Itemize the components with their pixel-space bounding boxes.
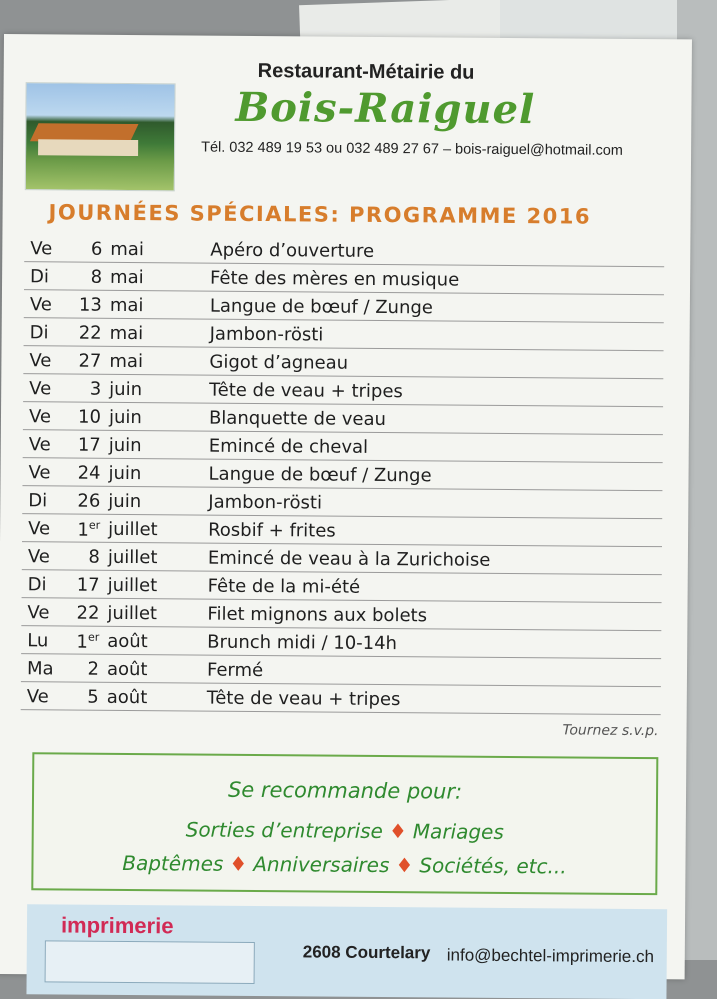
schedule-date	[65, 686, 99, 707]
turn-over-note: Tournez s.v.p.	[562, 722, 659, 740]
photo-house	[38, 139, 138, 156]
schedule-month: août	[107, 630, 148, 653]
schedule-date-number: 22	[78, 322, 102, 344]
schedule-date-number: 17	[76, 574, 100, 596]
diamond-separator: ♦	[388, 819, 407, 844]
schedule-row	[21, 682, 661, 715]
schedule-day: Ve	[30, 238, 53, 260]
schedule-day: Di	[28, 490, 48, 512]
schedule-event: Apéro d’ouverture	[210, 239, 375, 262]
schedule-month: août	[106, 658, 148, 681]
schedule-month: mai	[110, 266, 144, 289]
schedule-event: Brunch midi / 10-14h	[207, 631, 398, 655]
schedule-date-number: 1	[76, 631, 89, 653]
schedule-date-number: 1	[77, 519, 89, 541]
schedule-date	[67, 435, 101, 456]
schedule-date-suffix: er	[88, 518, 101, 532]
schedule-date-number: 26	[77, 490, 101, 512]
reco-item: Mariages	[412, 819, 504, 844]
schedule-month: mai	[109, 350, 144, 373]
printer-footer	[26, 904, 667, 999]
header-title-line: Restaurant-Métairie du	[257, 59, 475, 84]
schedule-month: juillet	[108, 518, 158, 541]
schedule-event: Jambon-rösti	[208, 491, 323, 514]
schedule-month: juin	[108, 434, 142, 457]
reco-item: Sorties d’entreprise	[185, 817, 384, 844]
schedule-event: Blanquette de veau	[208, 407, 387, 431]
schedule-month: juin	[108, 490, 142, 513]
reco-item: Sociétés, etc...	[419, 853, 567, 879]
schedule-table	[21, 234, 665, 715]
schedule-day: Ve	[29, 378, 52, 400]
reco-item: Anniversaires	[253, 851, 390, 878]
schedule-day: Ve	[28, 462, 51, 484]
schedule-event: Fête des mères en musique	[210, 267, 460, 291]
schedule-date	[66, 519, 100, 541]
schedule-event: Filet mignons aux bolets	[207, 603, 428, 627]
schedule-event: Emincé de veau à la Zurichoise	[207, 547, 491, 571]
printer-name: imprimerie	[60, 912, 174, 939]
schedule-event: Fermé	[206, 659, 264, 682]
recommendation-line-1	[34, 816, 656, 845]
schedule-event: Gigot d’agneau	[209, 351, 349, 374]
schedule-event: Rosbif + frites	[208, 519, 336, 542]
schedule-month: mai	[109, 322, 144, 345]
schedule-date	[65, 631, 99, 653]
schedule-date	[67, 379, 101, 400]
schedule-date-number: 24	[77, 462, 101, 484]
schedule-month: juin	[108, 462, 142, 485]
recommendation-line-2	[33, 850, 655, 879]
schedule-date	[68, 323, 102, 344]
schedule-date-number: 13	[78, 294, 102, 316]
schedule-date	[65, 658, 99, 679]
schedule-day: Di	[29, 322, 49, 344]
schedule-date	[66, 491, 100, 512]
schedule-date-number: 5	[87, 686, 99, 708]
schedule-event: Langue de bœuf / Zunge	[209, 295, 434, 319]
schedule-date-number: 2	[87, 658, 100, 680]
schedule-month: mai	[110, 238, 144, 261]
schedule-date	[66, 463, 100, 484]
schedule-month: juillet	[107, 546, 158, 569]
schedule-event: Emincé de cheval	[208, 435, 369, 458]
schedule-day: Ve	[27, 546, 50, 568]
recommendation-box	[31, 752, 658, 895]
schedule-date	[66, 547, 100, 568]
schedule-date	[68, 267, 102, 288]
schedule-event: Tête de veau + tripes	[209, 379, 403, 403]
schedule-day: Ve	[29, 350, 52, 372]
printer-logo-box	[45, 940, 255, 984]
schedule-day: Ve	[28, 518, 51, 540]
schedule-event: Fête de la mi-été	[207, 575, 361, 598]
schedule-event: Tête de veau + tripes	[206, 687, 401, 711]
schedule-date-number: 3	[89, 378, 102, 400]
schedule-event: Jambon-rösti	[209, 323, 324, 346]
schedule-day: Ve	[27, 602, 50, 624]
schedule-day: Di	[30, 266, 50, 288]
schedule-date-number: 10	[78, 406, 102, 428]
schedule-date	[68, 239, 102, 260]
recommendation-title: Se recommande pour:	[227, 777, 463, 804]
schedule-day: Ve	[26, 686, 49, 708]
diamond-separator: ♦	[229, 851, 248, 876]
schedule-month: mai	[109, 294, 144, 317]
schedule-date	[68, 295, 102, 316]
schedule-day: Ma	[26, 658, 54, 680]
schedule-date-number: 17	[77, 434, 101, 456]
flyer-card	[0, 34, 692, 979]
schedule-month: juin	[108, 406, 142, 429]
schedule-date-suffix: er	[87, 630, 100, 644]
schedule-month: juin	[109, 378, 143, 401]
restaurant-photo	[25, 82, 176, 191]
program-title: JOURNÉES SPÉCIALES: PROGRAMME 2016	[48, 200, 592, 229]
schedule-month: juillet	[107, 574, 158, 597]
schedule-date-number: 27	[78, 350, 102, 372]
schedule-date-number: 8	[88, 546, 100, 568]
schedule-month: juillet	[107, 602, 158, 625]
schedule-day: Ve	[28, 406, 52, 428]
schedule-day: Ve	[29, 294, 52, 316]
schedule-date	[66, 575, 100, 596]
schedule-date-number: 22	[76, 602, 100, 624]
schedule-month: août	[106, 686, 148, 709]
schedule-date	[67, 407, 101, 428]
schedule-day: Lu	[27, 630, 49, 652]
schedule-date	[67, 351, 101, 372]
restaurant-name: Bois-Raiguel	[235, 83, 536, 134]
printer-address: 2608 Courtelary	[302, 942, 431, 963]
schedule-date-number: 8	[90, 266, 103, 288]
schedule-date	[65, 603, 99, 624]
diamond-separator: ♦	[395, 853, 414, 878]
schedule-day: Ve	[28, 434, 51, 456]
reco-item: Baptêmes	[122, 850, 224, 876]
schedule-date-number: 6	[90, 238, 103, 260]
contact-line: Tél. 032 489 19 53 ou 032 489 27 67 – bois-raiguel@hotmail.com	[201, 139, 623, 159]
schedule-day: Di	[27, 574, 47, 596]
schedule-event: Langue de bœuf / Zunge	[208, 463, 432, 487]
printer-email: info@bechtel-imprimerie.ch	[446, 945, 655, 967]
